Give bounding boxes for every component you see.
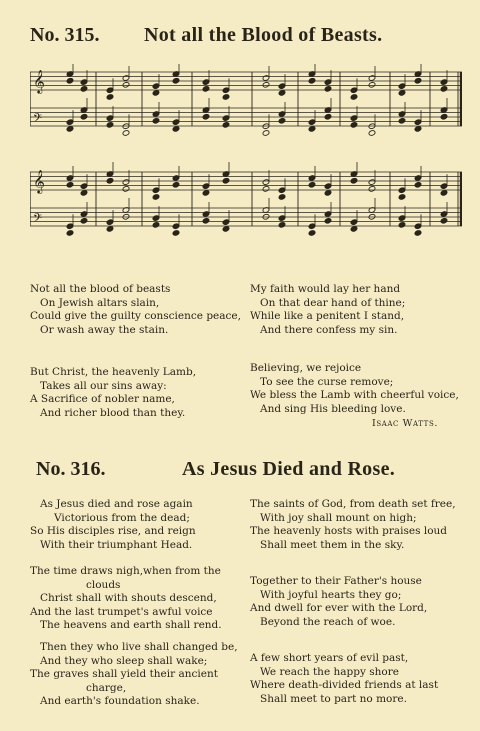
music-score xyxy=(30,64,462,236)
hymn-number: No. 316. xyxy=(36,458,106,480)
hymn-315-header xyxy=(0,24,480,54)
verse-line: A few short years of evil past, xyxy=(250,652,409,664)
note-head xyxy=(414,230,422,236)
hymn-316-verse-4 xyxy=(250,498,456,552)
note-head xyxy=(440,190,448,197)
verse-line: And sing His bleeding love. xyxy=(260,402,406,415)
verse-line: On that dear hand of thine; xyxy=(260,296,406,309)
note-head xyxy=(278,118,286,125)
note-head xyxy=(202,113,210,120)
note-head xyxy=(368,82,376,89)
verse-line: Together to their Father's house xyxy=(250,575,422,587)
note-head xyxy=(398,194,406,201)
note-head xyxy=(308,77,316,84)
note-head xyxy=(324,218,332,225)
note-head xyxy=(66,230,74,236)
hymn-316-verse-2 xyxy=(30,565,222,633)
hymn-316-verse-1 xyxy=(30,498,196,552)
note-head xyxy=(308,182,316,189)
verse-line: Victorious from the dead; xyxy=(54,511,190,524)
note-head xyxy=(122,82,130,89)
note-head xyxy=(398,90,406,97)
verse-line: My faith would lay her hand xyxy=(250,283,401,295)
note-head xyxy=(152,194,160,201)
verse-line: The heavenly hosts with praises loud xyxy=(250,525,448,537)
note-head xyxy=(152,90,160,97)
verse-line: But Christ, the heavenly Lamb, xyxy=(30,366,197,378)
note-head xyxy=(398,118,406,125)
note-head xyxy=(202,190,210,197)
note-head xyxy=(152,222,160,229)
note-head xyxy=(324,113,332,120)
verse-line: Where death-divided friends at last xyxy=(250,679,439,691)
note-head xyxy=(122,186,130,193)
note-head xyxy=(106,122,114,129)
verse-line: The heavens and earth shall rend. xyxy=(40,619,222,631)
note-head xyxy=(80,86,88,93)
hymn-315-verse-1 xyxy=(30,283,241,337)
verse-line: A Sacrifice of nobler name, xyxy=(30,393,175,405)
hymn-315-verse-2 xyxy=(30,366,196,420)
note-head xyxy=(368,130,376,137)
verse-line: Shall meet to part no more. xyxy=(260,692,407,705)
note-head xyxy=(222,177,230,184)
verse-line: And they who sleep shall wake; xyxy=(40,654,208,667)
note-head xyxy=(262,186,270,193)
note-head xyxy=(414,126,422,133)
note-head xyxy=(350,177,358,184)
note-head xyxy=(172,230,180,236)
treble-clef-icon: 𝄞 xyxy=(33,69,45,93)
verse-line: Then they who live shall changed be, xyxy=(40,641,238,653)
treble-clef-icon: 𝄞 xyxy=(33,169,45,193)
note-head xyxy=(398,222,406,229)
verse-line: The saints of God, from death set free, xyxy=(250,498,456,510)
note-head xyxy=(308,230,316,236)
hymn-316-verse-3 xyxy=(30,641,238,709)
note-head xyxy=(278,222,286,229)
author-credit: Isaac Watts. xyxy=(372,418,438,429)
hymn-315-verse-3 xyxy=(250,283,405,337)
verse-line: Shall meet them in the sky. xyxy=(260,538,405,551)
note-head xyxy=(262,82,270,89)
verse-line: Believing, we rejoice xyxy=(250,362,362,374)
hymn-title: Not all the Blood of Beasts. xyxy=(144,24,383,46)
verse-line: And there confess my sin. xyxy=(260,323,398,336)
note-head xyxy=(80,218,88,225)
hymn-315-verse-4 xyxy=(250,362,459,416)
note-head xyxy=(202,86,210,93)
verse-line: charge, xyxy=(86,681,127,694)
verse-line: Not all the blood of beasts xyxy=(30,283,171,295)
note-head xyxy=(172,182,180,189)
note-head xyxy=(106,94,114,101)
note-head xyxy=(350,122,358,129)
note-head xyxy=(308,126,316,133)
hymn-number: No. 315. xyxy=(30,24,100,46)
verse-line: With joyful hearts they go; xyxy=(260,588,402,601)
verse-line: Could give the guilty conscience peace, xyxy=(30,310,241,322)
note-head xyxy=(414,182,422,189)
note-head xyxy=(324,86,332,93)
note-head xyxy=(66,126,74,133)
bass-clef-icon: 𝄢 xyxy=(33,212,43,228)
note-head xyxy=(122,130,130,137)
bass-clef-icon: 𝄢 xyxy=(33,112,43,128)
note-head xyxy=(350,226,358,233)
verse-line: Takes all our sins away: xyxy=(40,379,167,392)
note-head xyxy=(66,77,74,84)
note-head xyxy=(222,94,230,101)
note-head xyxy=(324,190,332,197)
verse-line: With their triumphant Head. xyxy=(40,538,193,551)
verse-line: As Jesus died and rose again xyxy=(40,498,193,510)
verse-line: We reach the happy shore xyxy=(260,665,399,678)
verse-line: We bless the Lamb with cheerful voice, xyxy=(250,389,459,401)
hymn-title: As Jesus Died and Rose. xyxy=(182,458,396,480)
note-head xyxy=(350,94,358,101)
verse-line: So His disciples rise, and reign xyxy=(30,525,196,537)
note-head xyxy=(106,177,114,184)
note-head xyxy=(278,194,286,201)
verse-line: While like a penitent I stand, xyxy=(250,310,405,322)
verse-line: Christ shall with shouts descend, xyxy=(40,592,217,604)
note-head xyxy=(172,126,180,133)
note-head xyxy=(106,226,114,233)
note-head xyxy=(80,113,88,120)
note-head xyxy=(440,218,448,225)
note-head xyxy=(172,77,180,84)
note-head xyxy=(440,113,448,120)
note-head xyxy=(66,182,74,189)
verse-line: And richer blood than they. xyxy=(40,406,186,419)
note-head xyxy=(222,122,230,129)
note-head xyxy=(202,218,210,225)
verse-line: With joy shall mount on high; xyxy=(260,511,417,524)
note-head xyxy=(414,77,422,84)
note-head xyxy=(368,186,376,193)
verse-line: And dwell for ever with the Lord, xyxy=(250,602,428,614)
note-head xyxy=(222,226,230,233)
verse-line: To see the curse remove; xyxy=(260,375,394,388)
verse-line: On Jewish altars slain, xyxy=(40,296,160,309)
verse-line: Or wash away the stain. xyxy=(40,323,169,336)
verse-line: And earth's foundation shake. xyxy=(40,695,200,707)
note-head xyxy=(440,86,448,93)
note-head xyxy=(80,190,88,197)
verse-line: The graves shall yield their ancient xyxy=(30,668,218,680)
verse-line: clouds xyxy=(86,578,121,591)
verse-line: Beyond the reach of woe. xyxy=(260,615,396,628)
hymn-316-verse-5 xyxy=(250,575,427,629)
verse-line: And the last trumpet's awful voice xyxy=(30,605,213,618)
note-head xyxy=(152,118,160,125)
hymn-316-verse-6 xyxy=(250,652,438,706)
verse-line: The time draws nigh,when from the xyxy=(30,565,221,577)
note-head xyxy=(278,90,286,97)
note-head xyxy=(262,130,270,137)
hymn-316-header xyxy=(0,458,480,488)
